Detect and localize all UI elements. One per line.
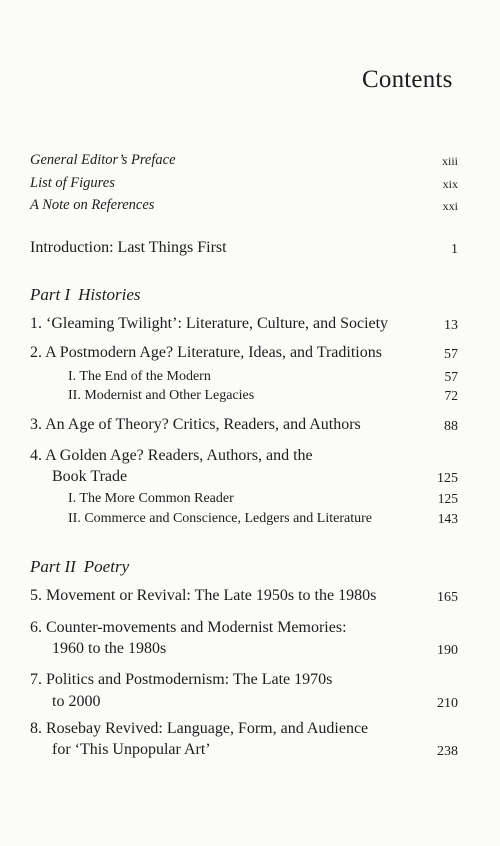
part-number: Part I xyxy=(30,285,71,304)
toc-chapter-title xyxy=(30,720,368,738)
toc-entry-label: Introduction: Last Things First xyxy=(30,239,227,256)
chapter-title-line: An Age of Theory? Critics, Readers, and Authors xyxy=(45,416,361,433)
part-heading-histories xyxy=(30,285,140,305)
toc-page-number: xix xyxy=(442,177,458,191)
toc-chapter-title xyxy=(30,416,361,434)
toc-chapter-title xyxy=(30,447,313,465)
chapter-title-line: Counter-movements and Modernist Memories: xyxy=(46,619,347,636)
chapter-number: 7. xyxy=(30,671,42,688)
toc-entry-label: A Note on References xyxy=(30,197,155,213)
chapter-number: 5. xyxy=(30,587,42,604)
chapter-title-line: Movement or Revival: The Late 1950s to the 1980s xyxy=(46,587,377,604)
chapter-number: 4. xyxy=(30,447,42,464)
toc-section-label: II. Modernist and Other Legacies xyxy=(68,388,255,403)
toc-section-label: I. The More Common Reader xyxy=(68,491,234,506)
chapter-number: 2. xyxy=(30,344,42,361)
chapter-title-line: A Golden Age? Readers, Authors, and the xyxy=(45,447,313,464)
toc-chapter-title xyxy=(30,315,388,333)
toc-page-number: 143 xyxy=(437,511,458,526)
toc-section-label: I. The End of the Modern xyxy=(68,369,211,384)
chapter-title-line: to 2000 xyxy=(52,693,101,710)
chapter-title-line: A Postmodern Age? Literature, Ideas, and Traditions xyxy=(45,344,382,361)
toc-chapter-title xyxy=(30,344,382,362)
part-number: Part II xyxy=(30,557,76,576)
toc-page-number: 88 xyxy=(444,419,458,434)
part-name: Poetry xyxy=(83,557,130,576)
toc-section-label: II. Commerce and Conscience, Ledgers and Literature xyxy=(68,511,372,526)
chapter-title-line: ‘Gleaming Twilight’: Literature, Culture, and Society xyxy=(46,315,389,332)
chapter-title-line: Rosebay Revived: Language, Form, and Audience xyxy=(46,720,369,737)
toc-page-number: xiii xyxy=(441,154,458,168)
chapter-number: 8. xyxy=(30,720,42,737)
toc-page-number: 210 xyxy=(437,696,458,711)
toc-entry-label: List of Figures xyxy=(30,175,115,191)
chapter-title-line: Politics and Postmodernism: The Late 1970s xyxy=(46,671,333,688)
toc-page-number: 57 xyxy=(444,369,458,384)
toc-entry-label: General Editor’s Preface xyxy=(30,152,176,168)
chapter-number: 1. xyxy=(30,315,42,332)
toc-page-number: 238 xyxy=(437,744,458,759)
toc-page-number: 13 xyxy=(444,318,458,333)
toc-page-number: 125 xyxy=(437,491,458,506)
chapter-title-line: for ‘This Unpopular Art’ xyxy=(52,741,211,758)
chapter-title-line: Book Trade xyxy=(52,468,128,485)
toc-page-number: 165 xyxy=(437,590,458,605)
toc-chapter-title xyxy=(30,671,332,689)
chapter-title-line: 1960 to the 1980s xyxy=(52,640,167,657)
chapter-number: 3. xyxy=(30,416,42,433)
page-title: Contents xyxy=(362,66,453,93)
toc-page-number: 72 xyxy=(444,388,458,403)
toc-page-number: xxi xyxy=(442,199,458,213)
toc-page-number: 125 xyxy=(437,471,458,486)
toc-page-number: 1 xyxy=(451,242,458,257)
chapter-number: 6. xyxy=(30,619,42,636)
toc-chapter-title xyxy=(30,619,347,637)
part-name: Histories xyxy=(78,285,141,304)
part-heading-poetry xyxy=(30,557,129,577)
toc-page-number: 190 xyxy=(437,643,458,658)
toc-chapter-title xyxy=(30,587,376,605)
toc-page-number: 57 xyxy=(444,347,458,362)
